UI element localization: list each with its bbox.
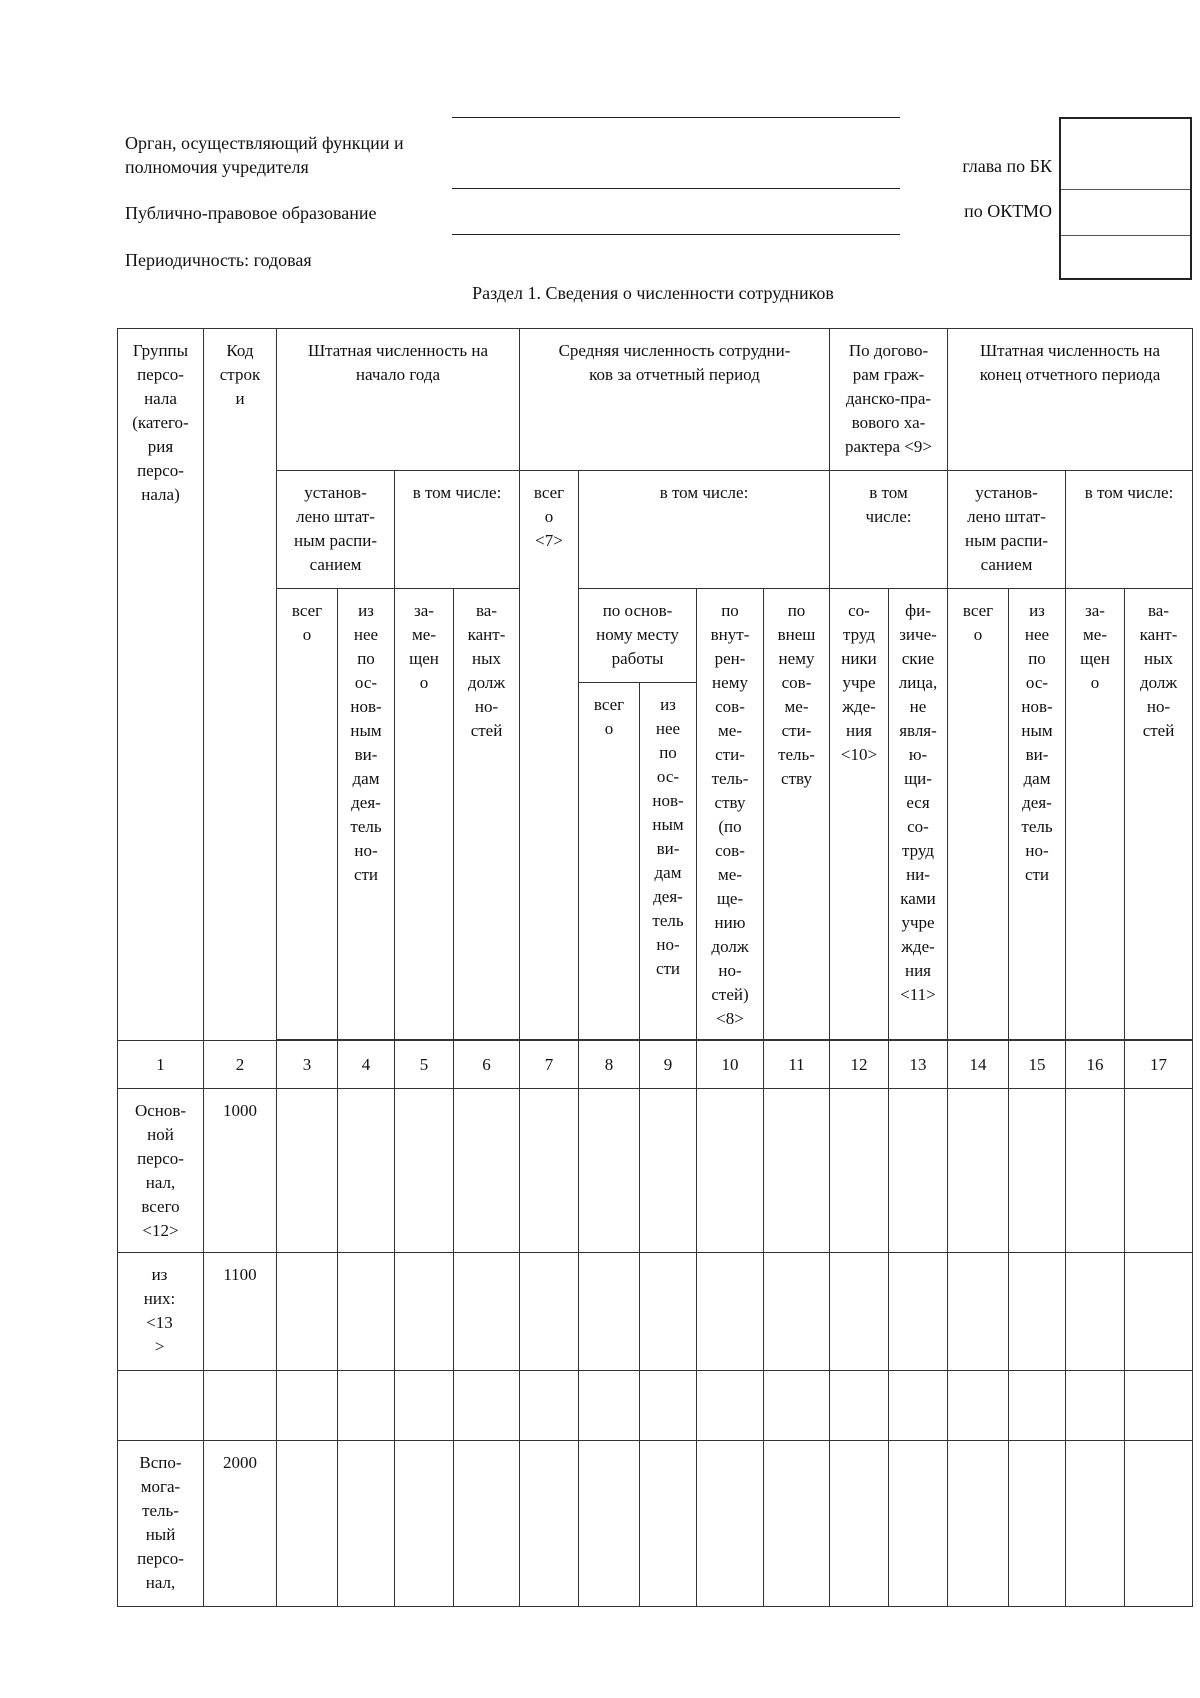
data-cell[interactable]	[338, 1441, 395, 1607]
data-cell[interactable]	[579, 1253, 640, 1371]
column-number: 2	[204, 1041, 277, 1089]
data-cell[interactable]	[395, 1089, 454, 1253]
data-cell[interactable]	[1125, 1371, 1193, 1441]
staff-end-header: Штатная численность на конец отчетного периода	[948, 329, 1193, 471]
row-group-label: Вспо- мога- тель- ный персо- нал,	[118, 1441, 204, 1607]
data-cell[interactable]	[1066, 1253, 1125, 1371]
row-group-label: из них: <13 >	[118, 1253, 204, 1371]
oktmo-label: по ОКТМО	[964, 201, 1052, 221]
data-cell[interactable]	[830, 1253, 889, 1371]
data-cell[interactable]	[277, 1089, 338, 1253]
civil-contracts-header: По догово- рам граж- данско-пра- вового ха- рактера <9>	[830, 329, 948, 471]
data-cell[interactable]	[764, 1441, 830, 1607]
founder-field-top-line	[452, 117, 900, 118]
filled-end-header: за- ме- щен о	[1066, 589, 1125, 1040]
periodicity-label: Периодичность: годовая	[125, 250, 312, 270]
data-cell[interactable]	[830, 1441, 889, 1607]
row-code: 2000	[204, 1441, 277, 1607]
periodicity-code-cell[interactable]	[1061, 236, 1190, 282]
column-number: 1	[118, 1041, 204, 1089]
data-cell[interactable]	[395, 1441, 454, 1607]
data-cell[interactable]	[1009, 1253, 1066, 1371]
data-cell[interactable]	[640, 1089, 697, 1253]
row-code	[204, 1371, 277, 1441]
vacant-start-header: ва- кант- ных долж но- стей	[454, 589, 520, 1040]
data-cell[interactable]	[579, 1441, 640, 1607]
col-group-header: Группы персо- нала (катего- рия персо- нала)	[118, 329, 204, 1041]
data-cell[interactable]	[697, 1089, 764, 1253]
data-cell[interactable]	[277, 1253, 338, 1371]
data-cell[interactable]	[1125, 1253, 1193, 1371]
data-cell[interactable]	[338, 1253, 395, 1371]
column-number: 17	[1125, 1041, 1193, 1089]
row-group-label	[118, 1371, 204, 1441]
data-cell[interactable]	[764, 1371, 830, 1441]
institution-employees-header: со- труд ники учре жде- ния <10>	[830, 589, 889, 1040]
total-end-header: всег о	[948, 589, 1009, 1040]
data-cell[interactable]	[889, 1371, 948, 1441]
staff-table	[117, 328, 1193, 1607]
incl-civil-header: в том числе:	[830, 471, 948, 589]
data-cell[interactable]	[454, 1441, 520, 1607]
data-cell[interactable]	[1009, 1441, 1066, 1607]
incl-header: в том числе:	[395, 471, 520, 589]
main-place-header: по основ- ному месту работы	[579, 589, 697, 683]
data-cell[interactable]	[520, 1441, 579, 1607]
data-cell[interactable]	[764, 1253, 830, 1371]
data-cell[interactable]	[579, 1089, 640, 1253]
header-row-1	[118, 329, 1193, 471]
total-7-header: всег о <7>	[520, 471, 579, 1040]
column-number: 12	[830, 1041, 889, 1089]
table-row	[118, 1371, 1193, 1441]
data-cell[interactable]	[454, 1253, 520, 1371]
column-number: 6	[454, 1041, 520, 1089]
data-cell[interactable]	[454, 1371, 520, 1441]
founder-label: Орган, осуществляющий функции и полномочия учредителя	[125, 133, 404, 177]
data-cell[interactable]	[520, 1253, 579, 1371]
data-cell[interactable]	[338, 1371, 395, 1441]
data-cell[interactable]	[697, 1253, 764, 1371]
data-cell[interactable]	[948, 1253, 1009, 1371]
data-cell[interactable]	[948, 1089, 1009, 1253]
data-cell[interactable]	[889, 1253, 948, 1371]
header-row-3	[118, 589, 1193, 683]
data-cell[interactable]	[277, 1441, 338, 1607]
municipality-label: Публично-правовое образование	[125, 203, 377, 223]
data-cell[interactable]	[277, 1371, 338, 1441]
header-row-2	[118, 471, 1193, 589]
bk-label: глава по БК	[962, 156, 1052, 176]
municipality-field[interactable]	[452, 234, 900, 235]
data-cell[interactable]	[764, 1089, 830, 1253]
main-activity-main-place-header: из нее по ос- нов- ным ви- дам дея- тель но- сти	[640, 683, 697, 1040]
main-activity-start-header: из нее по ос- нов- ным ви- дам дея- тель но- сти	[338, 589, 395, 1040]
column-number: 16	[1066, 1041, 1125, 1089]
total-start-header: всег о	[277, 589, 338, 1040]
data-cell[interactable]	[395, 1253, 454, 1371]
data-cell[interactable]	[889, 1089, 948, 1253]
column-number: 10	[697, 1041, 764, 1089]
data-cell[interactable]	[395, 1371, 454, 1441]
column-number: 15	[1009, 1041, 1066, 1089]
data-cell[interactable]	[830, 1371, 889, 1441]
filled-start-header: за- ме- щен о	[395, 589, 454, 1040]
table-row	[118, 1441, 1193, 1607]
external-combination-header: по внеш нему сов- ме- сти- тель- ству	[764, 589, 830, 1040]
data-cell[interactable]	[640, 1441, 697, 1607]
data-cell[interactable]	[579, 1371, 640, 1441]
data-cell[interactable]	[454, 1089, 520, 1253]
data-cell[interactable]	[830, 1089, 889, 1253]
oktmo-code-cell[interactable]	[1061, 190, 1190, 236]
data-cell[interactable]	[697, 1371, 764, 1441]
table-row	[118, 1253, 1193, 1371]
staff-start-header: Штатная численность на начало года	[277, 329, 520, 471]
column-number: 9	[640, 1041, 697, 1089]
table-row	[118, 1089, 1193, 1253]
column-number: 4	[338, 1041, 395, 1089]
total-main-place-header: всег о	[579, 683, 640, 1040]
data-cell[interactable]	[1125, 1441, 1193, 1607]
data-cell[interactable]	[948, 1441, 1009, 1607]
col-code-header: Код строк и	[204, 329, 277, 1041]
founder-field[interactable]	[452, 188, 900, 189]
data-cell[interactable]	[520, 1089, 579, 1253]
main-activity-end-header: из нее по ос- нов- ным ви- дам дея- тель но- сти	[1009, 589, 1066, 1040]
bk-code-cell[interactable]	[1061, 119, 1190, 190]
established-end-header: установ- лено штат- ным распи- санием	[948, 471, 1066, 589]
column-number: 3	[277, 1041, 338, 1089]
data-cell[interactable]	[1066, 1089, 1125, 1253]
data-cell[interactable]	[1009, 1371, 1066, 1441]
codes-box	[1059, 117, 1192, 280]
data-cell[interactable]	[948, 1371, 1009, 1441]
established-header: установ- лено штат- ным распи- санием	[277, 471, 395, 589]
data-cell[interactable]	[520, 1371, 579, 1441]
row-code: 1100	[204, 1253, 277, 1371]
column-number: 8	[579, 1041, 640, 1089]
section-title: Раздел 1. Сведения о численности сотрудников	[472, 283, 834, 303]
column-number: 5	[395, 1041, 454, 1089]
individuals-header: фи- зиче- ские лица, не явля- ю- щи- еся со- труд ни- ками учре жде- ния <11>	[889, 589, 948, 1040]
data-cell[interactable]	[1066, 1371, 1125, 1441]
avg-count-header: Средняя численность сотрудни- ков за отчетный период	[520, 329, 830, 471]
row-group-label: Основ- ной персо- нал, всего <12>	[118, 1089, 204, 1253]
column-number: 7	[520, 1041, 579, 1089]
data-cell[interactable]	[697, 1441, 764, 1607]
column-number: 14	[948, 1041, 1009, 1089]
data-cell[interactable]	[1125, 1089, 1193, 1253]
incl-end-header: в том числе:	[1066, 471, 1193, 589]
incl-avg-header: в том числе:	[579, 471, 830, 589]
data-cell[interactable]	[640, 1371, 697, 1441]
data-cell[interactable]	[338, 1089, 395, 1253]
column-numbers-row	[118, 1041, 1193, 1089]
vacant-end-header: ва- кант- ных долж но- стей	[1125, 589, 1193, 1040]
data-cell[interactable]	[1066, 1441, 1125, 1607]
data-cell[interactable]	[889, 1441, 948, 1607]
data-cell[interactable]	[1009, 1089, 1066, 1253]
row-code: 1000	[204, 1089, 277, 1253]
column-number: 13	[889, 1041, 948, 1089]
column-number: 11	[764, 1041, 830, 1089]
internal-combination-header: по внут- рен- нему сов- ме- сти- тель- ству (по сов- ме- ще- нию долж но- стей) <8>	[697, 589, 764, 1040]
data-cell[interactable]	[640, 1253, 697, 1371]
